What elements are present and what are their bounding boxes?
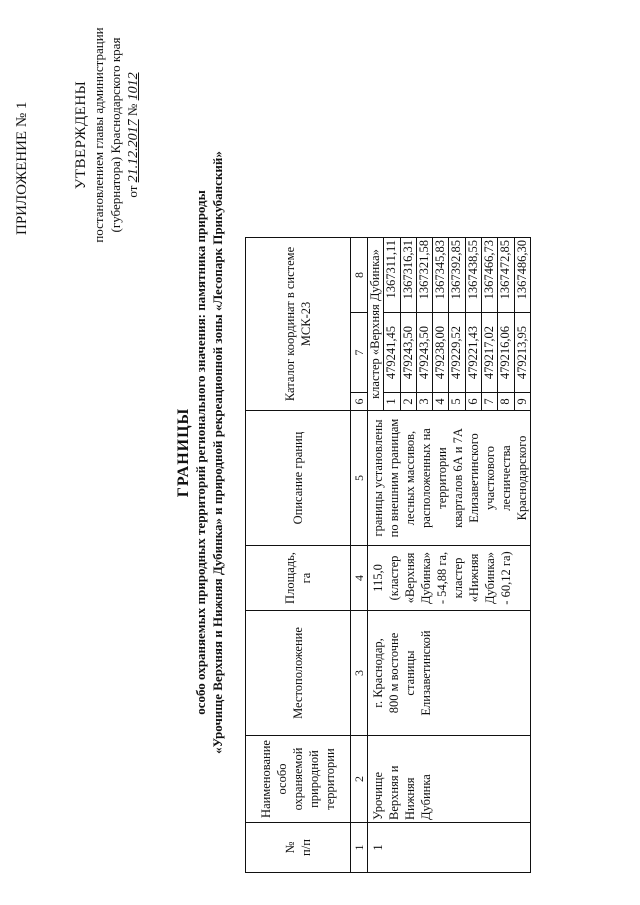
coord-row: 7 479217,02 1367466,73 xyxy=(482,238,498,873)
coord-row: 1 479241,45 1367311,11 xyxy=(384,238,400,873)
header-name: Наименование особо охраняемой природной территории xyxy=(246,736,351,823)
coord-row: 5 479229,52 1367392,85 xyxy=(449,238,465,873)
row-name: Урочище Верхняя и Нижняя Дубинка xyxy=(368,736,531,823)
header-catalog: Каталог координат в системе МСК-23 xyxy=(246,238,351,411)
col-number: 8 xyxy=(351,238,368,313)
col-number: 1 xyxy=(351,823,368,873)
row-num: 1 xyxy=(368,823,531,873)
row-location: г. Краснодар, 800 м восточне станицы Елизаветинской xyxy=(368,611,531,736)
document-subtitle-1: особо охраняемых природных территорий регионального значения: памятника природы xyxy=(193,190,208,715)
header-num: № п/п xyxy=(246,823,351,873)
col-number: 5 xyxy=(351,411,368,546)
table-row xyxy=(368,238,384,873)
header-boundary: Описание границ xyxy=(246,411,351,546)
row-area: 115,0 (кластер «Верхняя Дубинка» - 54,88 га, кластер «Нижняя Дубинка» - 60,12 га) xyxy=(368,546,531,611)
approval-heading: УТВЕРЖДЕНЫ xyxy=(73,80,89,190)
approval-number-label: № xyxy=(125,103,140,117)
boundaries-table xyxy=(245,237,531,873)
document-subtitle-2: «Урочище Верхняя и Нижняя Дубинка» и природной рекреационной зоны «Лесопарк Прикубанский» xyxy=(210,151,225,754)
coord-row: 3 479243,50 1367321,58 xyxy=(416,238,432,873)
header-row xyxy=(246,238,351,873)
header-location: Местоположение xyxy=(246,611,351,736)
approval-from-label: от xyxy=(125,185,140,198)
approval-number: 1012 xyxy=(126,72,141,101)
row-boundary: границы установлены по внешним границам лесных массивов, расположенных на территории кварталов 6А и 7А Елизаветинского участкового лесничества Краснодарского xyxy=(368,411,531,546)
coord-row: 8 479216,06 1367472,85 xyxy=(498,238,514,873)
col-number: 7 xyxy=(351,313,368,393)
coord-row: 4 479238,00 1367345,83 xyxy=(433,238,449,873)
approval-line-1: постановлением главы администрации xyxy=(91,27,106,243)
document-title: ГРАНИЦЫ xyxy=(175,407,192,498)
col-number: 4 xyxy=(351,546,368,611)
appendix-label: ПРИЛОЖЕНИЕ № 1 xyxy=(14,101,30,235)
approval-line-2: (губернатора) Краснодарского края xyxy=(108,37,123,233)
coord-row: 6 479221,43 1367438,55 xyxy=(465,238,481,873)
col-number: 6 xyxy=(351,393,368,411)
header-area: Площадь, га xyxy=(246,546,351,611)
column-number-row xyxy=(351,238,368,873)
approval-date-line xyxy=(124,5,142,265)
coord-row: 9 479213,95 1367486,30 xyxy=(514,238,530,873)
cluster-label: кластер «Верхняя Дубинка» xyxy=(368,238,384,411)
approval-block xyxy=(73,5,142,265)
approval-date: 21.12.2017 xyxy=(126,119,141,183)
coord-row: 2 479243,50 1367316,31 xyxy=(400,238,416,873)
col-number: 2 xyxy=(351,736,368,823)
col-number: 3 xyxy=(351,611,368,736)
